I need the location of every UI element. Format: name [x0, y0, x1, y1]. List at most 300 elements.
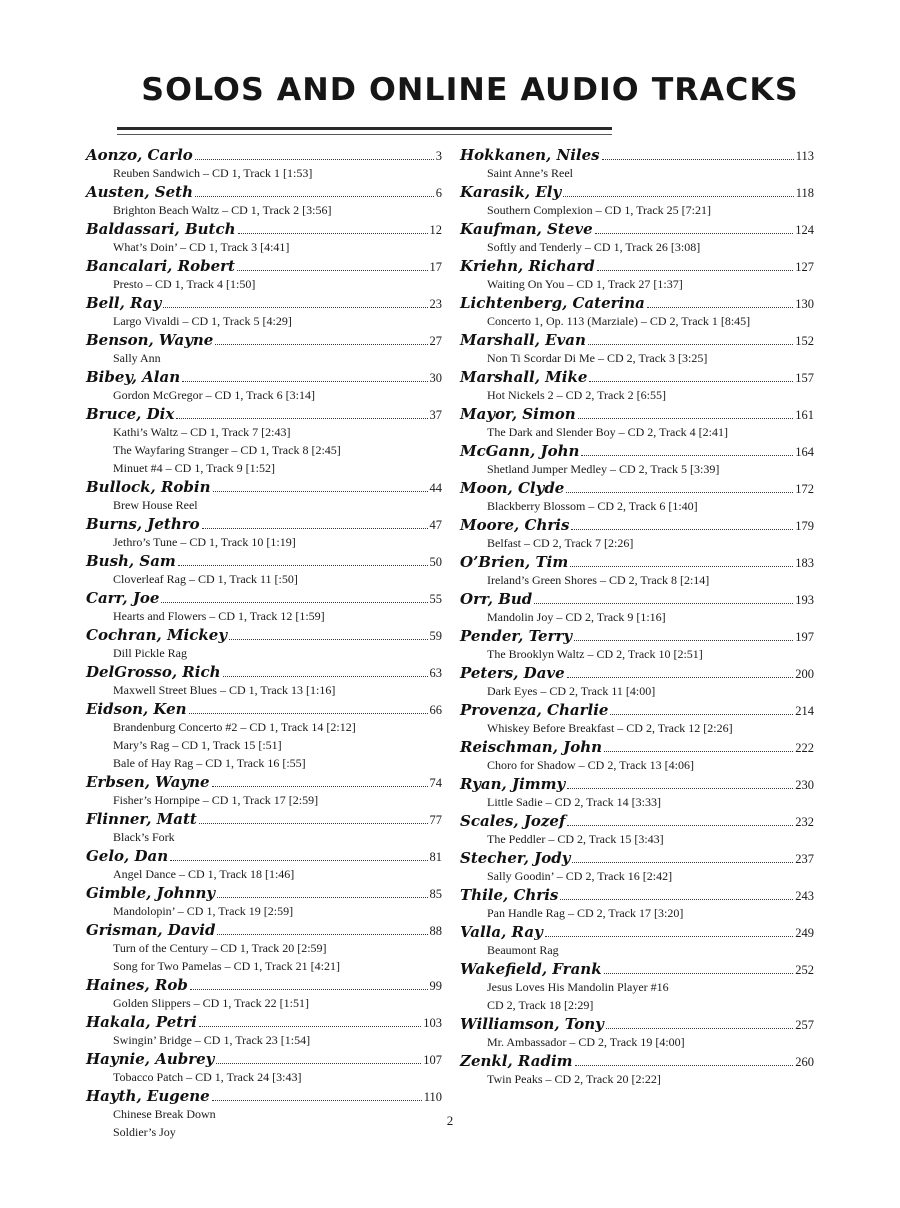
composer-name: Karasik, Ely [460, 183, 562, 201]
composer-name: Haynie, Aubrey [86, 1050, 215, 1068]
toc-entry [460, 331, 814, 367]
toc-entry-heading [460, 627, 814, 645]
dot-leader [567, 824, 793, 826]
toc-entry-heading [86, 589, 442, 607]
page-reference: 107 [423, 1053, 442, 1067]
composer-name: Bush, Sam [86, 552, 176, 570]
page-reference: 81 [429, 850, 442, 864]
toc-entry-heading [86, 1013, 442, 1031]
toc-entry [460, 1052, 814, 1088]
toc-entry-heading [86, 663, 442, 681]
toc-entry-heading [460, 664, 814, 682]
toc-entry-heading [86, 183, 442, 201]
dot-leader [572, 861, 793, 863]
composer-name: Grisman, David [86, 921, 216, 939]
page-reference: 152 [795, 334, 814, 348]
dot-leader [238, 232, 428, 234]
composer-name: DelGrosso, Rich [86, 663, 221, 681]
page-reference: 127 [795, 260, 814, 274]
toc-entry [86, 663, 442, 699]
dot-leader [223, 675, 428, 677]
toc-entry-heading [460, 368, 814, 386]
toc-entry-heading [460, 479, 814, 497]
composer-name: Thile, Chris [460, 886, 559, 904]
left-column [86, 145, 442, 1141]
toc-entry-heading [460, 1015, 814, 1033]
dot-leader [588, 343, 793, 345]
toc-entry-heading [460, 590, 814, 608]
dot-leader [217, 896, 427, 898]
track-line: Presto – CD 1, Track 4 [1:50] [113, 277, 256, 291]
track-line: Saint Anne’s Reel [487, 166, 573, 180]
toc-entry-heading [86, 773, 442, 791]
toc-entry-heading [460, 331, 814, 349]
toc-entry-heading [86, 294, 442, 312]
dot-leader [604, 750, 793, 752]
page-reference: 103 [423, 1016, 442, 1030]
dot-leader [575, 1064, 794, 1066]
toc-entry-heading [86, 368, 442, 386]
toc-entry [86, 368, 442, 404]
dot-leader [212, 785, 428, 787]
track-line: Mr. Ambassador – CD 2, Track 19 [4:00] [487, 1035, 685, 1049]
track-line: Soldier’s Joy [113, 1125, 176, 1139]
toc-entry [460, 368, 814, 404]
track-line: The Wayfaring Stranger – CD 1, Track 8 [2:45] [113, 443, 341, 457]
page-reference: 17 [429, 260, 442, 274]
toc-entry-heading [460, 257, 814, 275]
track-line: Jethro’s Tune – CD 1, Track 10 [1:19] [113, 535, 296, 549]
composer-name: Pender, Terry [460, 627, 573, 645]
toc-entry [460, 405, 814, 441]
page-reference: 12 [429, 223, 442, 237]
page-reference: 260 [795, 1055, 814, 1069]
page-reference: 130 [795, 297, 814, 311]
composer-name: Bruce, Dix [86, 405, 175, 423]
track-line: Golden Slippers – CD 1, Track 22 [1:51] [113, 996, 309, 1010]
composer-name: Ryan, Jimmy [460, 775, 566, 793]
track-line: Belfast – CD 2, Track 7 [2:26] [487, 536, 634, 550]
dot-leader [571, 528, 793, 530]
track-line: Brandenburg Concerto #2 – CD 1, Track 14 [2:12] [113, 720, 356, 734]
page-reference: 63 [429, 666, 442, 680]
toc-entry [86, 626, 442, 662]
track-line: Minuet #4 – CD 1, Track 9 [1:52] [113, 461, 275, 475]
toc-entry [86, 257, 442, 293]
page-reference: 47 [429, 518, 442, 532]
composer-name: Burns, Jethro [86, 515, 200, 533]
dot-leader [229, 638, 427, 640]
toc-entry-heading [460, 960, 814, 978]
toc-entry-heading [86, 220, 442, 238]
track-line: Whiskey Before Breakfast – CD 2, Track 12 [2:26] [487, 721, 733, 735]
dot-leader [563, 195, 793, 197]
page-reference: 113 [795, 149, 814, 163]
track-line: Hearts and Flowers – CD 1, Track 12 [1:59] [113, 609, 325, 623]
track-line: What’s Doin’ – CD 1, Track 3 [4:41] [113, 240, 290, 254]
toc-entry-heading [86, 257, 442, 275]
page-reference: 164 [795, 445, 814, 459]
dot-leader [237, 269, 428, 271]
page-reference: 161 [795, 408, 814, 422]
track-line: Ireland’s Green Shores – CD 2, Track 8 [2:14] [487, 573, 710, 587]
page-number: 2 [446, 1113, 454, 1128]
track-line: Beaumont Rag [487, 943, 559, 957]
page-reference: 232 [795, 815, 814, 829]
page-reference: 27 [429, 334, 442, 348]
page-reference: 85 [429, 887, 442, 901]
toc-entry-heading [86, 921, 442, 939]
toc-entry-heading [460, 849, 814, 867]
page-reference: 222 [795, 741, 814, 755]
toc-entry [460, 812, 814, 848]
composer-name: Bibey, Alan [86, 368, 181, 386]
track-line: Southern Complexion – CD 1, Track 25 [7:21] [487, 203, 711, 217]
track-line: Kathi’s Waltz – CD 1, Track 7 [2:43] [113, 425, 291, 439]
dot-leader [595, 232, 794, 234]
dot-leader [195, 158, 434, 160]
toc-entry-heading [460, 294, 814, 312]
dot-leader [190, 988, 428, 990]
dot-leader [216, 1062, 421, 1064]
toc-entry [86, 331, 442, 367]
page-reference: 30 [429, 371, 442, 385]
toc-entry [86, 700, 442, 772]
dot-leader [597, 269, 793, 271]
composer-name: Austen, Seth [86, 183, 194, 201]
track-line: Angel Dance – CD 1, Track 18 [1:46] [113, 867, 295, 881]
page-reference: 200 [795, 667, 814, 681]
toc-entry [86, 884, 442, 920]
toc-entry-heading [86, 626, 442, 644]
dot-leader [213, 490, 428, 492]
composer-name: Moore, Chris [460, 516, 570, 534]
toc-entry [460, 738, 814, 774]
composer-name: Orr, Bud [460, 590, 533, 608]
track-line: Waiting On You – CD 1, Track 27 [1:37] [487, 277, 683, 291]
toc-entry-heading [86, 146, 442, 164]
toc-entry [460, 257, 814, 293]
track-line: Choro for Shadow – CD 2, Track 13 [4:06] [487, 758, 694, 772]
track-line: Mandolin Joy – CD 2, Track 9 [1:16] [487, 610, 666, 624]
track-line: Mary’s Rag – CD 1, Track 15 [:51] [113, 738, 282, 752]
track-line: The Dark and Slender Boy – CD 2, Track 4 [2:41] [487, 425, 728, 439]
dot-leader [212, 1099, 422, 1101]
toc-entry-heading [86, 405, 442, 423]
dot-leader [534, 602, 793, 604]
page-reference: 172 [795, 482, 814, 496]
track-line: Twin Peaks – CD 2, Track 20 [2:22] [487, 1072, 661, 1086]
track-line: Sally Goodin’ – CD 2, Track 16 [2:42] [487, 869, 673, 883]
toc-entry [460, 960, 814, 1014]
toc-entry [460, 516, 814, 552]
toc-entry [86, 847, 442, 883]
dot-leader [604, 972, 794, 974]
dot-leader [570, 565, 793, 567]
composer-name: Carr, Joe [86, 589, 160, 607]
track-line: Little Sadie – CD 2, Track 14 [3:33] [487, 795, 661, 809]
page-reference: 59 [429, 629, 442, 643]
track-line: Song for Two Pamelas – CD 1, Track 21 [4:21] [113, 959, 340, 973]
toc-entry-heading [460, 220, 814, 238]
composer-name: Moon, Clyde [460, 479, 565, 497]
toc-entry [460, 664, 814, 700]
toc-entry [86, 405, 442, 477]
composer-name: Stecher, Jody [460, 849, 571, 867]
track-line: Brew House Reel [113, 498, 198, 512]
track-line: Non Ti Scordar Di Me – CD 2, Track 3 [3:25] [487, 351, 708, 365]
dot-leader [161, 601, 427, 603]
track-line: Tobacco Patch – CD 1, Track 24 [3:43] [113, 1070, 302, 1084]
track-line: Black’s Fork [113, 830, 175, 844]
page-reference: 55 [429, 592, 442, 606]
toc-entry [86, 1013, 442, 1049]
page-reference: 74 [429, 776, 442, 790]
page-reference: 237 [795, 852, 814, 866]
track-line: Dark Eyes – CD 2, Track 11 [4:00] [487, 684, 656, 698]
dot-leader [189, 712, 428, 714]
composer-name: O’Brien, Tim [460, 553, 569, 571]
composer-name: Reischman, John [460, 738, 603, 756]
page-reference: 243 [795, 889, 814, 903]
toc-entry-heading [86, 847, 442, 865]
toc-entry [86, 552, 442, 588]
dot-leader [176, 417, 427, 419]
dot-leader [578, 417, 794, 419]
composer-name: Bell, Ray [86, 294, 162, 312]
composer-name: Benson, Wayne [86, 331, 214, 349]
page-reference: 44 [429, 481, 442, 495]
dot-leader [602, 158, 794, 160]
dot-leader [170, 859, 427, 861]
dot-leader [217, 933, 427, 935]
title-underline [117, 127, 612, 135]
toc-entry-heading [460, 516, 814, 534]
composer-name: Marshall, Mike [460, 368, 588, 386]
toc-entry [460, 775, 814, 811]
track-line: Chinese Break Down [113, 1107, 216, 1121]
composer-name: Aonzo, Carlo [86, 146, 193, 164]
dot-leader [589, 380, 793, 382]
toc-entry [460, 146, 814, 182]
page-reference: 110 [423, 1090, 442, 1104]
toc-entry-heading [86, 976, 442, 994]
dot-leader [178, 564, 428, 566]
toc-entry-heading [86, 1050, 442, 1068]
composer-name: Kaufman, Steve [460, 220, 593, 238]
composer-name: Marshall, Evan [460, 331, 586, 349]
toc-entry [86, 976, 442, 1012]
toc-entry [86, 810, 442, 846]
composer-name: Gelo, Dan [86, 847, 169, 865]
track-line: CD 2, Track 18 [2:29] [487, 998, 594, 1012]
toc-entry-heading [460, 1052, 814, 1070]
composer-name: Wakefield, Frank [460, 960, 602, 978]
track-line: The Peddler – CD 2, Track 15 [3:43] [487, 832, 664, 846]
track-line: Pan Handle Rag – CD 2, Track 17 [3:20] [487, 906, 684, 920]
toc-entry-heading [86, 478, 442, 496]
toc-entry-heading [86, 1087, 442, 1105]
toc-entry-heading [86, 700, 442, 718]
dot-leader [606, 1027, 793, 1029]
toc-entry-heading [460, 775, 814, 793]
page-reference: 157 [795, 371, 814, 385]
page-reference: 179 [795, 519, 814, 533]
toc-entry-heading [86, 552, 442, 570]
page-reference: 183 [795, 556, 814, 570]
page-reference: 77 [429, 813, 442, 827]
toc-entry-heading [460, 183, 814, 201]
track-line: The Brooklyn Waltz – CD 2, Track 10 [2:51] [487, 647, 703, 661]
composer-name: Bullock, Robin [86, 478, 211, 496]
composer-name: Peters, Dave [460, 664, 565, 682]
dot-leader [574, 639, 793, 641]
toc-entry [86, 773, 442, 809]
toc-entry [86, 220, 442, 256]
track-line: Brighton Beach Waltz – CD 1, Track 2 [3:56] [113, 203, 332, 217]
track-line: Hot Nickels 2 – CD 2, Track 2 [6:55] [487, 388, 666, 402]
composer-name: Erbsen, Wayne [86, 773, 210, 791]
composer-name: Cochran, Mickey [86, 626, 228, 644]
toc-entry [460, 886, 814, 922]
page-reference: 118 [795, 186, 814, 200]
composer-name: Hakala, Petri [86, 1013, 197, 1031]
dot-leader [163, 306, 427, 308]
composer-name: Williamson, Tony [460, 1015, 604, 1033]
composer-name: Baldassari, Butch [86, 220, 236, 238]
toc-entry [460, 183, 814, 219]
dot-leader [182, 380, 427, 382]
page-reference: 37 [429, 408, 442, 422]
page-title: SOLOS AND ONLINE AUDIO TRACKS [141, 72, 799, 108]
page-reference: 23 [429, 297, 442, 311]
toc-entry-heading [86, 884, 442, 902]
toc-entry-heading [460, 146, 814, 164]
toc-entry-heading [460, 701, 814, 719]
track-line: Fisher’s Hornpipe – CD 1, Track 17 [2:59] [113, 793, 319, 807]
toc-entry [460, 1015, 814, 1051]
track-line: Softly and Tenderly – CD 1, Track 26 [3:08] [487, 240, 701, 254]
track-line: Sally Ann [113, 351, 161, 365]
toc-entry [86, 146, 442, 182]
toc-entry-heading [86, 331, 442, 349]
toc-entry [460, 627, 814, 663]
dot-leader [545, 935, 793, 937]
toc-entry [460, 220, 814, 256]
composer-name: Valla, Ray [460, 923, 543, 941]
composer-name: Lichtenberg, Caterina [460, 294, 645, 312]
page-reference: 193 [795, 593, 814, 607]
composer-name: Hokkanen, Niles [460, 146, 600, 164]
toc-entry-heading [86, 515, 442, 533]
toc-entry [460, 849, 814, 885]
track-line: Bale of Hay Rag – CD 1, Track 16 [:55] [113, 756, 306, 770]
toc-entry-heading [86, 810, 442, 828]
toc-entry [86, 294, 442, 330]
toc-entry [460, 553, 814, 589]
page-reference: 99 [429, 979, 442, 993]
dot-leader [581, 454, 793, 456]
track-line: Turn of the Century – CD 1, Track 20 [2:59] [113, 941, 327, 955]
composer-name: Zenkl, Radim [460, 1052, 573, 1070]
track-line: Dill Pickle Rag [113, 646, 187, 660]
composer-name: Kriehn, Richard [460, 257, 595, 275]
page-reference: 257 [795, 1018, 814, 1032]
composer-name: Gimble, Johnny [86, 884, 216, 902]
right-column [460, 145, 814, 1088]
page-reference: 6 [435, 186, 442, 200]
composer-name: Bancalari, Robert [86, 257, 235, 275]
dot-leader [610, 713, 793, 715]
toc-entry [460, 590, 814, 626]
composer-name: Scales, Jozef [460, 812, 566, 830]
toc-entry-heading [460, 923, 814, 941]
page-reference: 214 [795, 704, 814, 718]
page-reference: 197 [795, 630, 814, 644]
composer-name: Flinner, Matt [86, 810, 197, 828]
track-line: Jesus Loves His Mandolin Player #16 [487, 980, 669, 994]
page-reference: 124 [795, 223, 814, 237]
composer-name: Hayth, Eugene [86, 1087, 210, 1105]
page-reference: 3 [435, 149, 442, 163]
toc-entry [86, 921, 442, 975]
dot-leader [560, 898, 793, 900]
track-line: Concerto 1, Op. 113 (Marziale) – CD 2, Track 1 [8:45] [487, 314, 751, 328]
toc-entry-heading [460, 405, 814, 423]
dot-leader [215, 343, 427, 345]
page-reference: 66 [429, 703, 442, 717]
track-line: Reuben Sandwich – CD 1, Track 1 [1:53] [113, 166, 313, 180]
track-line: Shetland Jumper Medley – CD 2, Track 5 [3:39] [487, 462, 720, 476]
toc-entry [460, 701, 814, 737]
toc-entry [86, 183, 442, 219]
composer-name: McGann, John [460, 442, 580, 460]
dot-leader [202, 527, 428, 529]
track-line: Gordon McGregor – CD 1, Track 6 [3:14] [113, 388, 315, 402]
composer-name: Eidson, Ken [86, 700, 187, 718]
track-line: Cloverleaf Rag – CD 1, Track 11 [:50] [113, 572, 298, 586]
toc-entry-heading [460, 886, 814, 904]
toc-entry-heading [460, 812, 814, 830]
toc-entry [460, 294, 814, 330]
toc-entry-heading [460, 553, 814, 571]
page-reference: 50 [429, 555, 442, 569]
page-reference: 252 [795, 963, 814, 977]
dot-leader [647, 306, 793, 308]
toc-entry [460, 442, 814, 478]
dot-leader [199, 1025, 421, 1027]
track-line: Swingin’ Bridge – CD 1, Track 23 [1:54] [113, 1033, 311, 1047]
toc-entry-heading [460, 442, 814, 460]
track-line: Largo Vivaldi – CD 1, Track 5 [4:29] [113, 314, 292, 328]
track-line: Mandolopin’ – CD 1, Track 19 [2:59] [113, 904, 294, 918]
composer-name: Provenza, Charlie [460, 701, 609, 719]
dot-leader [195, 195, 434, 197]
composer-name: Mayor, Simon [460, 405, 576, 423]
dot-leader [567, 676, 794, 678]
dot-leader [566, 491, 793, 493]
toc-entry [86, 478, 442, 514]
dot-leader [199, 822, 428, 824]
toc-entry [460, 923, 814, 959]
page-reference: 249 [795, 926, 814, 940]
toc-entry [86, 1050, 442, 1086]
toc-entry [86, 515, 442, 551]
page-reference: 230 [795, 778, 814, 792]
toc-entry [460, 479, 814, 515]
toc-entry-heading [460, 738, 814, 756]
page-reference: 88 [429, 924, 442, 938]
